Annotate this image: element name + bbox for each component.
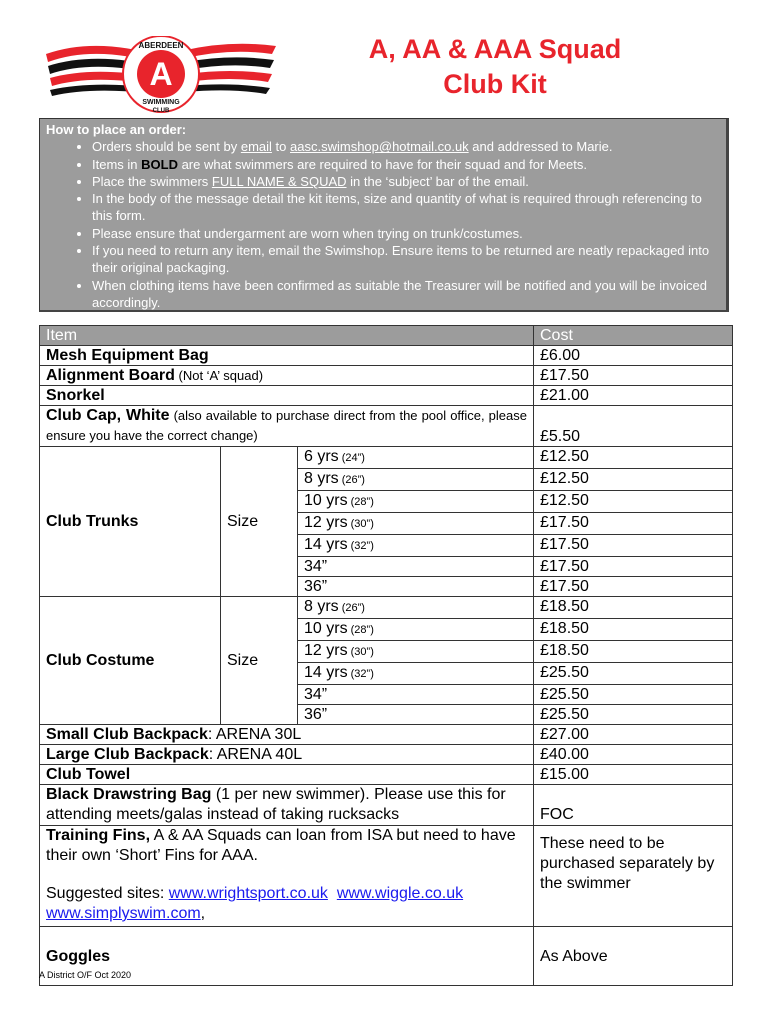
email-link[interactable]: email xyxy=(240,139,272,155)
header-item: Item xyxy=(40,326,534,346)
cost-alignment-board: £17.50 xyxy=(534,366,733,386)
table-row xyxy=(40,366,733,386)
cost-small-backpack: £27.00 xyxy=(534,725,733,745)
cost-large-backpack: £40.00 xyxy=(534,745,733,765)
table-row xyxy=(40,386,733,406)
cost-club-cap: £5.50 xyxy=(534,406,733,447)
item-note: A & AA Squads can loan from ISA but need to have their own ‘Short’ Fins for AAA. xyxy=(46,827,516,864)
logo-top-text: ABERDEEN xyxy=(138,41,184,50)
item-label: Small Club Backpack xyxy=(46,726,208,743)
size-inch: (28”) xyxy=(347,624,374,636)
table-row xyxy=(40,725,733,745)
item-label: Alignment Board xyxy=(46,367,175,384)
table-row xyxy=(40,406,733,447)
trunks-cost: £12.50 xyxy=(534,447,733,469)
item-label: Large Club Backpack xyxy=(46,746,209,763)
costume-cost: £18.50 xyxy=(534,641,733,663)
size-text: 34” xyxy=(304,686,328,703)
instr-text: Items in xyxy=(92,156,142,172)
instr-text: to xyxy=(271,139,291,155)
logo-bottom-text-1: SWIMMING xyxy=(142,99,180,106)
trunks-size xyxy=(298,447,534,469)
trunks-size-label: Size xyxy=(221,447,298,597)
size-inch: (32”) xyxy=(347,668,374,680)
wiggle-link[interactable]: www.wiggle.co.uk xyxy=(336,885,464,902)
logo-letter: A xyxy=(149,56,173,92)
instruction-email xyxy=(92,138,720,155)
table-row xyxy=(40,597,733,619)
instr-text: Place the swimmers xyxy=(92,173,212,189)
item-drawstring-bag xyxy=(40,785,534,826)
trunks-size xyxy=(298,513,534,535)
trunks-size xyxy=(298,491,534,513)
costume-cost: £25.50 xyxy=(534,705,733,725)
cost-club-towel: £15.00 xyxy=(534,765,733,785)
item-label: Club Cap, White xyxy=(46,407,170,424)
size-text: 6 yrs xyxy=(304,448,339,465)
size-inch: (30”) xyxy=(347,646,374,658)
size-text: 12 yrs xyxy=(304,514,348,531)
item-label: Training Fins, xyxy=(46,827,151,844)
table-row xyxy=(40,765,733,785)
size-inch: (24”) xyxy=(338,452,365,464)
costume-size xyxy=(298,663,534,685)
trunks-size xyxy=(298,535,534,557)
how-to-heading: How to place an order: xyxy=(46,122,187,137)
costume-size xyxy=(298,641,534,663)
instr-underline: FULL NAME & SQUAD xyxy=(211,173,347,189)
size-text: 14 yrs xyxy=(304,664,348,681)
trunks-size xyxy=(298,577,534,597)
instr-bold-word: BOLD xyxy=(141,156,178,172)
costume-cost: £18.50 xyxy=(534,597,733,619)
item-club-costume: Club Costume xyxy=(40,597,221,725)
item-club-towel: Club Towel xyxy=(40,765,534,785)
trunks-size xyxy=(298,469,534,491)
item-training-fins xyxy=(40,826,534,927)
item-note: (also available to purchase direct from the pool office, please ensure you have the correct change) xyxy=(46,408,527,443)
instruction-undergarment: • Please ensure that undergarment are worn when trying on trunk/costumes. xyxy=(92,225,720,242)
costume-cost: £18.50 xyxy=(534,619,733,641)
instruction-invoice: • When clothing items have been confirmed as suitable the Treasurer will be notified and you will be invoiced accordingly. xyxy=(92,277,720,312)
size-inch: (26”) xyxy=(338,602,365,614)
size-text: 12 yrs xyxy=(304,642,348,659)
costume-size xyxy=(298,685,534,705)
item-note: : ARENA 40L xyxy=(208,746,303,763)
title-line-2: Club Kit xyxy=(443,69,547,99)
costume-cost: £25.50 xyxy=(534,685,733,705)
costume-size-label: Size xyxy=(221,597,298,725)
item-note: (Not ‘A’ squad) xyxy=(174,368,264,383)
size-inch: (28”) xyxy=(347,496,374,508)
size-inch: (32”) xyxy=(347,540,374,552)
costume-cost: £25.50 xyxy=(534,663,733,685)
kit-table xyxy=(39,325,733,986)
logo-bottom-text-2: CLUB xyxy=(152,108,170,114)
instruction-name xyxy=(92,173,720,190)
item-club-trunks: Club Trunks xyxy=(40,447,221,597)
item-note: (1 per new swimmer). Please use this for attending meets/galas instead of taking rucksacks xyxy=(46,786,506,823)
instr-text: Orders should be sent by xyxy=(92,139,241,155)
shop-email-link[interactable]: aasc.swimshop@hotmail.co.uk xyxy=(290,139,469,155)
item-mesh-bag: Mesh Equipment Bag xyxy=(40,346,534,366)
instruction-return: • If you need to return any item, email the Swimshop. Ensure items to be returned are neatly repackaged into their original packaging. xyxy=(92,242,720,277)
size-text: 8 yrs xyxy=(304,598,339,615)
item-label: Black Drawstring Bag xyxy=(46,786,212,803)
sites-label: Suggested sites: xyxy=(46,885,169,902)
size-text: 36” xyxy=(304,578,328,595)
cost-mesh-bag: £6.00 xyxy=(534,346,733,366)
trunks-cost: £12.50 xyxy=(534,491,733,513)
table-row xyxy=(40,346,733,366)
instruction-bold xyxy=(92,156,720,173)
size-text: 10 yrs xyxy=(304,492,348,509)
table-row xyxy=(40,785,733,826)
item-alignment-board xyxy=(40,366,534,386)
page-title xyxy=(330,32,660,102)
title-line-1: A, AA & AAA Squad xyxy=(368,34,622,64)
header-cost: Cost xyxy=(534,326,733,346)
trunks-size xyxy=(298,557,534,577)
table-row xyxy=(40,745,733,765)
instructions-list xyxy=(46,138,720,311)
instr-text: are what swimmers are required to have for their squad and for Meets. xyxy=(177,156,587,172)
item-small-backpack xyxy=(40,725,534,745)
item-note: : ARENA 30L xyxy=(207,726,302,743)
item-goggles: Goggles xyxy=(40,927,534,986)
fins-sites: Suggested sites: www.wrightsport.co.uk www.wiggle.co.uk www.simplyswim.com, xyxy=(46,885,464,922)
trunks-cost: £12.50 xyxy=(534,469,733,491)
size-text: 14 yrs xyxy=(304,536,348,553)
size-inch: (30”) xyxy=(347,518,374,530)
size-text: 34” xyxy=(304,558,328,575)
instr-text: in the ‘subject’ bar of the email. xyxy=(346,173,529,189)
trunks-cost: £17.50 xyxy=(534,513,733,535)
size-text: 8 yrs xyxy=(304,470,339,487)
costume-size xyxy=(298,597,534,619)
trunks-cost: £17.50 xyxy=(534,577,733,597)
table-row xyxy=(40,826,733,927)
club-logo xyxy=(46,36,276,114)
cost-goggles: As Above xyxy=(534,927,733,986)
item-snorkel: Snorkel xyxy=(40,386,534,406)
costume-size xyxy=(298,705,534,725)
size-text: 36” xyxy=(304,706,328,723)
instr-text: and addressed to Marie. xyxy=(468,139,613,155)
fins-description xyxy=(46,826,527,866)
item-club-cap xyxy=(40,406,534,447)
table-row xyxy=(40,447,733,469)
trunks-cost: £17.50 xyxy=(534,535,733,557)
simplyswim-link[interactable]: www.simplyswim.com xyxy=(46,905,201,922)
instruction-body: • In the body of the message detail the kit items, size and quantity of what is required through referencing to this form. xyxy=(92,190,720,225)
how-to-order-box xyxy=(39,118,729,312)
cost-training-fins: These need to be purchased separately by the swimmer xyxy=(534,826,733,927)
footer-note: A District O/F Oct 2020 xyxy=(39,970,132,980)
table-header xyxy=(40,326,733,346)
size-text: 10 yrs xyxy=(304,620,348,637)
size-inch: (26”) xyxy=(338,474,365,486)
cost-snorkel: £21.00 xyxy=(534,386,733,406)
table-row xyxy=(40,927,733,986)
cost-drawstring-bag: FOC xyxy=(534,785,733,826)
item-large-backpack xyxy=(40,745,534,765)
trunks-cost: £17.50 xyxy=(534,557,733,577)
costume-size xyxy=(298,619,534,641)
wrightsport-link[interactable]: www.wrightsport.co.uk xyxy=(168,885,328,902)
